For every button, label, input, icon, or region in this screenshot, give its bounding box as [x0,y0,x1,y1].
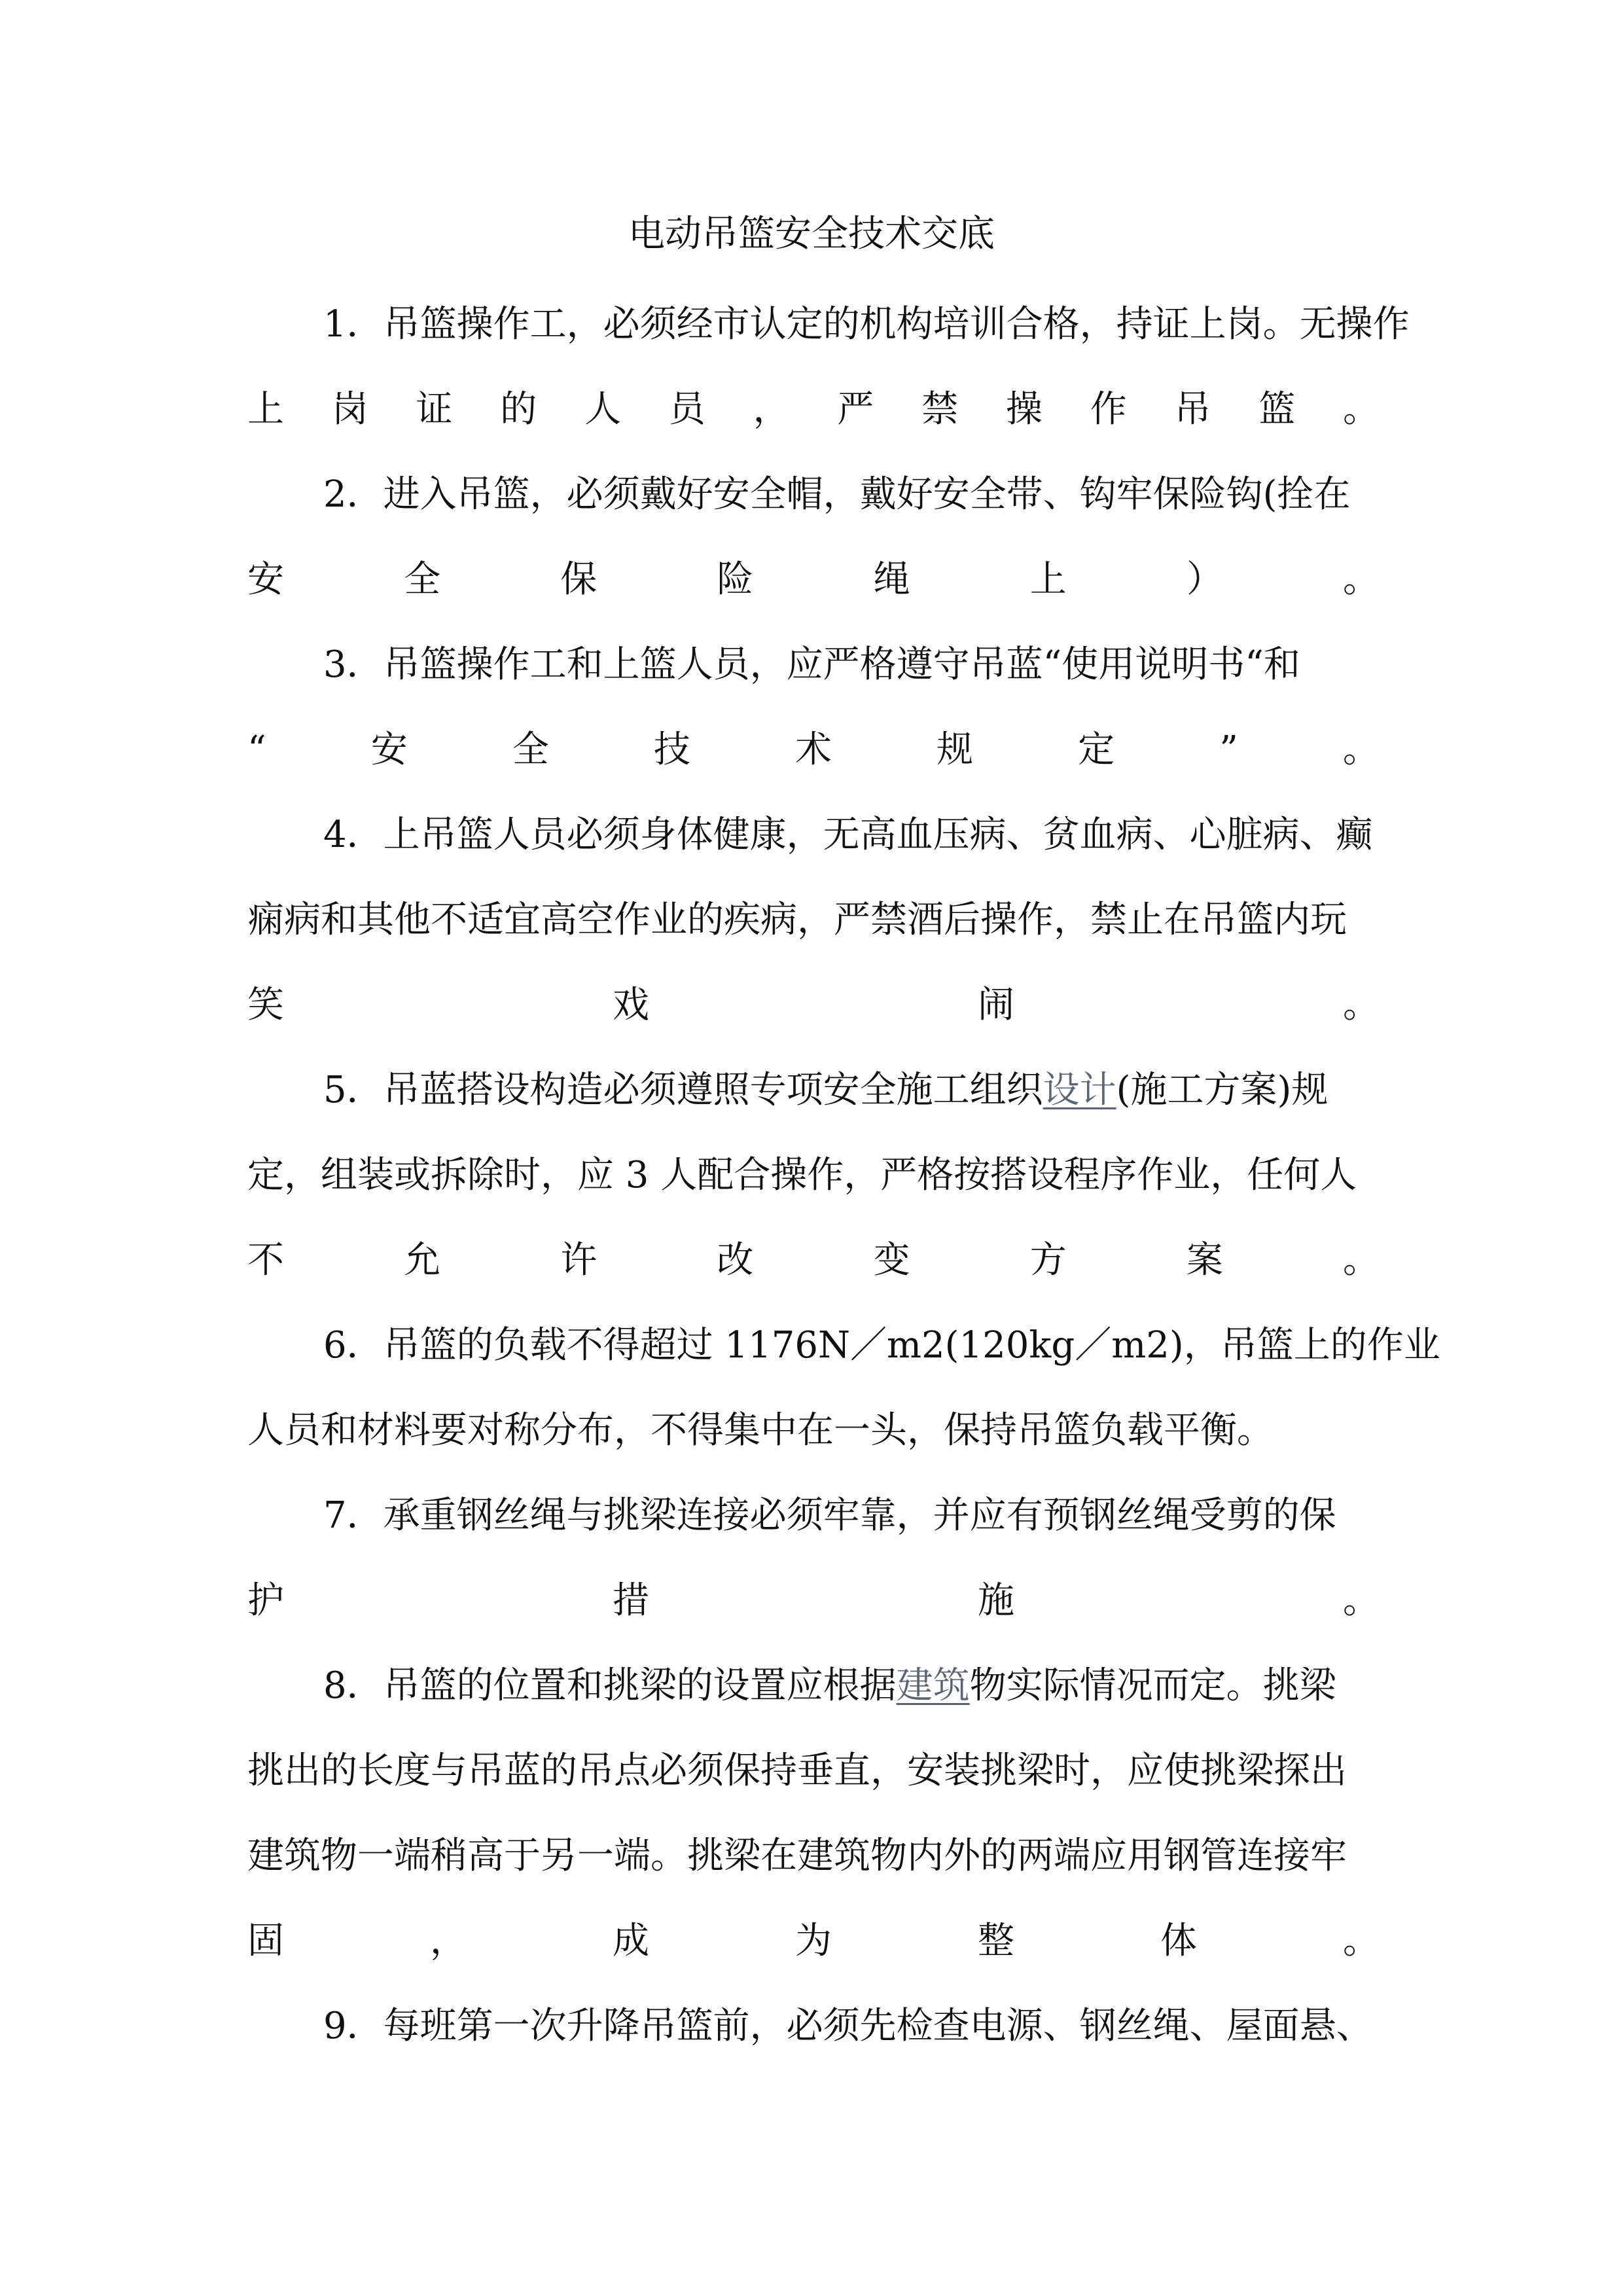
item-9-line-1: 9．每班第一次升降吊篮前，必须先检查电源、钢丝绳、屋面悬、 [323,2005,1373,2047]
char: ” [1219,728,1238,771]
char: 规 [936,728,974,771]
char: 吊 [1174,388,1211,431]
char: 保 [560,558,597,601]
char: 戏 [613,984,649,1026]
char: 全 [404,558,441,601]
char: 笑 [247,984,284,1026]
char: 严 [837,388,874,431]
item-6-line-1: 6．吊篮的负载不得超过 1176N／m2(120kg／m2)，吊篮上的作业 [323,1324,1440,1367]
char: 。 [1342,558,1380,601]
design-link[interactable]: 设计 [1043,1069,1116,1111]
item-7-line-2 [247,1562,1380,1640]
building-link[interactable]: 建筑 [896,1664,970,1707]
char: 为 [795,1920,832,1962]
char: 。 [1343,1920,1380,1962]
char: ， [753,388,790,431]
item-2-line-2 [247,541,1380,619]
char: 闹 [978,984,1014,1026]
item-4-line-2: 痫病和其他不适宜高空作业的疾病，严禁酒后操作，禁止在吊篮内玩 [247,899,1347,941]
text-segment: 5．吊蓝搭设构造必须遵照专项安全施工组织 [323,1069,1043,1111]
item-6-line-2: 人员和材料要对称分布，不得集中在一头，保持吊篮负载平衡。 [247,1409,1274,1452]
char: 措 [613,1579,649,1622]
char: 险 [717,558,754,601]
item-8-line-4 [247,1902,1380,1981]
char: ） [1186,558,1223,601]
char: 。 [1342,728,1380,771]
char: 改 [717,1239,754,1282]
item-7-line-1: 7．承重钢丝绳与挑梁连接必须牢靠，并应有预钢丝绳受剪的保 [323,1494,1336,1537]
char: 方 [1029,1239,1067,1282]
char: 上 [247,388,284,431]
char: 员 [668,388,705,431]
char: 施 [978,1579,1014,1622]
text-segment: 8．吊篮的位置和挑梁的设置应根据 [323,1664,897,1707]
item-5-line-1 [323,1051,1380,1130]
char: 篮 [1258,388,1296,431]
item-1-line-1: 1．吊篮操作工，必须经市认定的机构培训合格，持证上岗。无操作 [323,303,1410,346]
char: 。 [1342,388,1380,431]
item-3-line-2 [247,711,1380,789]
text-segment: (施工方案)规 [1116,1069,1329,1111]
char: 安 [247,558,284,601]
char: 绳 [873,558,910,601]
char: 证 [416,388,453,431]
char: 上 [1029,558,1067,601]
item-8-line-2: 挑出的长度与吊蓝的吊点必须保持垂直，安装挑梁时，应使挑梁探出 [247,1749,1347,1792]
item-2-line-1: 2．进入吊篮，必须戴好安全帽，戴好安全带、钩牢保险钩(拴在 [323,473,1351,516]
text-segment: 物实际情况而定。挑梁 [969,1664,1336,1707]
char: 。 [1343,1579,1380,1622]
item-8-line-1 [323,1647,1380,1725]
item-5-line-3 [247,1221,1380,1300]
char: ， [430,1920,467,1962]
char: 整 [978,1920,1014,1962]
document-title: 电动吊篮安全技术交底 [628,213,995,255]
char: 安 [370,728,408,771]
char: 。 [1343,984,1380,1026]
item-8-line-3: 建筑物一端稍高于另一端。挑梁在建筑物内外的两端应用钢管连接牢 [247,1835,1347,1877]
item-1-line-2 [247,370,1380,449]
item-4-line-1: 4．上吊篮人员必须身体健康，无高血压病、贫血病、心脏病、癫 [323,814,1373,856]
item-4-line-3 [247,966,1380,1045]
char: 案 [1186,1239,1223,1282]
char: 变 [873,1239,910,1282]
char: 术 [794,728,832,771]
char: 许 [560,1239,597,1282]
char: 体 [1160,1920,1197,1962]
char: 不 [247,1239,284,1282]
char: 操 [1005,388,1043,431]
char: 人 [584,388,622,431]
char: “ [247,728,266,771]
char: 全 [512,728,549,771]
char: 固 [247,1920,284,1962]
char: 的 [500,388,537,431]
char: 护 [247,1579,284,1622]
char: 成 [613,1920,649,1962]
item-3-line-1: 3．吊篮操作工和上篮人员，应严格遵守吊蓝“使用说明书“和 [323,643,1300,686]
char: 技 [653,728,690,771]
char: 岗 [331,388,368,431]
char: 作 [1090,388,1127,431]
char: 定 [1078,728,1115,771]
char: 允 [404,1239,441,1282]
char: 禁 [921,388,959,431]
item-5-line-2: 定，组装或拆除时，应 3 人配合操作，严格按搭设程序作业，任何人 [247,1154,1357,1196]
char: 。 [1342,1239,1380,1282]
